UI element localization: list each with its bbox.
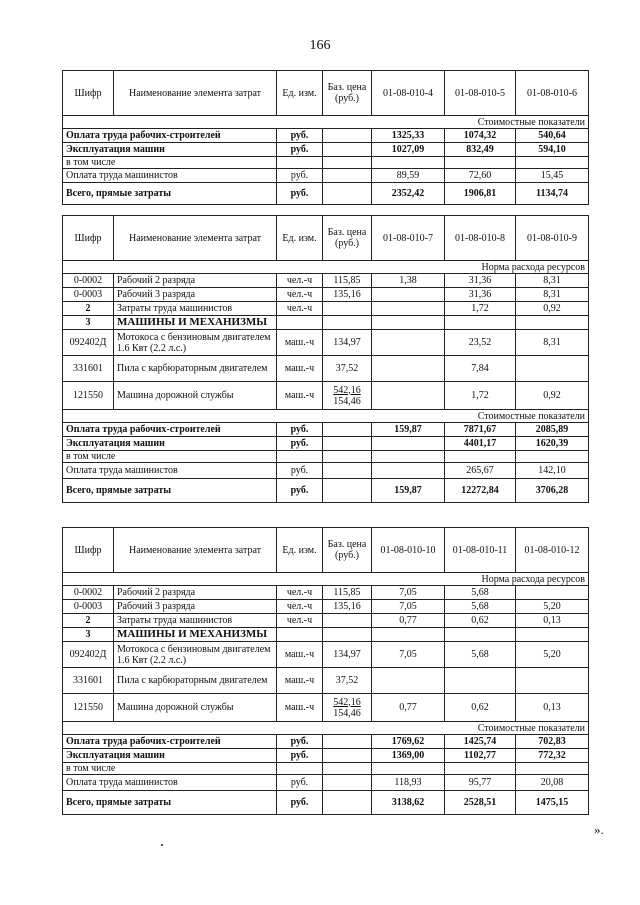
cell-value: 2352,42 (372, 183, 445, 205)
row-label: в том числе (63, 157, 277, 169)
table-row (63, 423, 589, 437)
row-label: Оплата труда машинистов (63, 169, 277, 183)
table-row (63, 302, 589, 316)
cell-value: 31,36 (445, 288, 516, 302)
header-col-3: 01-08-010-9 (516, 216, 589, 261)
row-unit: руб. (277, 479, 323, 503)
table-row (63, 668, 589, 694)
section-label: Стоимостные показатели (63, 410, 589, 423)
cell-value: 1325,33 (372, 129, 445, 143)
header-col-1: 01-08-010-4 (372, 71, 445, 116)
row-price: 37,52 (323, 356, 372, 382)
row-price (323, 614, 372, 628)
row-name: Пила с карбюраторным двигателем (114, 356, 277, 382)
cell-value: 7,05 (372, 642, 445, 668)
cell-value: 1074,32 (445, 129, 516, 143)
header-col-2: 01-08-010-5 (445, 71, 516, 116)
cell-value: 0,92 (516, 302, 589, 316)
cell-value: 0,13 (516, 694, 589, 722)
row-unit: руб. (277, 791, 323, 815)
row-label: Оплата труда машинистов (63, 463, 277, 479)
cell-value: 0,77 (372, 614, 445, 628)
cell-value: 20,08 (516, 775, 589, 791)
table-row (63, 463, 589, 479)
table-row (63, 614, 589, 628)
cost-table-3 (62, 527, 589, 815)
row-price: 135,16 (323, 600, 372, 614)
row-unit: руб. (277, 749, 323, 763)
table-row (63, 600, 589, 614)
table-row (63, 775, 589, 791)
cell-value: 23,52 (445, 330, 516, 356)
cell-value: 1,38 (372, 274, 445, 288)
cell-value (372, 288, 445, 302)
price-top: 542,16 (333, 384, 361, 396)
row-name: МАШИНЫ И МЕХАНИЗМЫ (114, 628, 277, 642)
cell-value: 4401,17 (445, 437, 516, 451)
cell-value: 1425,74 (445, 735, 516, 749)
cell-value: 5,68 (445, 586, 516, 600)
row-label: Эксплуатация машин (63, 143, 277, 157)
cell-value: 1369,00 (372, 749, 445, 763)
row-name: Мотокоса с бензиновым двигателем 1.6 Квт (2.2 л.с.) (114, 330, 277, 356)
header-unit: Ед. изм. (277, 71, 323, 116)
header-unit: Ед. изм. (277, 528, 323, 573)
row-label: Оплата труда машинистов (63, 775, 277, 791)
cell-value: 5,68 (445, 642, 516, 668)
cell-value: 0,92 (516, 382, 589, 410)
table-row (63, 330, 589, 356)
cell-value: 1,72 (445, 382, 516, 410)
row-price (323, 382, 372, 410)
cell-value: 594,10 (516, 143, 589, 157)
cell-value (372, 668, 445, 694)
row-unit: руб. (277, 775, 323, 791)
cell-value (372, 437, 445, 451)
cell-value (445, 316, 516, 330)
cell-value: 0,13 (516, 614, 589, 628)
cell-value: 95,77 (445, 775, 516, 791)
cell-value: 0,62 (445, 694, 516, 722)
row-unit: маш.-ч (277, 642, 323, 668)
row-unit: чел.-ч (277, 274, 323, 288)
row-code: 3 (63, 628, 114, 642)
cell-value: 1620,39 (516, 437, 589, 451)
closing-mark: ». (594, 822, 604, 837)
cell-value: 31,36 (445, 274, 516, 288)
cell-value: 1769,62 (372, 735, 445, 749)
header-col-3: 01-08-010-6 (516, 71, 589, 116)
section-label: Норма расхода ресурсов (63, 261, 589, 274)
header-code: Шифр (63, 216, 114, 261)
row-code: 092402Д (63, 330, 114, 356)
cell-value: 540,64 (516, 129, 589, 143)
row-code: 092402Д (63, 642, 114, 668)
header-col-3: 01-08-010-12 (516, 528, 589, 573)
table-row (63, 316, 589, 330)
row-unit (277, 316, 323, 330)
cell-value: 5,20 (516, 642, 589, 668)
row-name: Рабочий 2 разряда (114, 274, 277, 288)
cost-table-1 (62, 70, 589, 205)
cell-value: 142,10 (516, 463, 589, 479)
row-price (323, 628, 372, 642)
cell-value: 8,31 (516, 288, 589, 302)
row-code: 331601 (63, 356, 114, 382)
row-code: 331601 (63, 668, 114, 694)
row-unit: руб. (277, 463, 323, 479)
cell-value: 2528,51 (445, 791, 516, 815)
section-label: Норма расхода ресурсов (63, 573, 589, 586)
row-label: в том числе (63, 763, 277, 775)
cell-value (516, 628, 589, 642)
cell-value: 1,72 (445, 302, 516, 316)
table-row (63, 451, 589, 463)
table-row (63, 382, 589, 410)
cell-value: 8,31 (516, 330, 589, 356)
table-row (63, 642, 589, 668)
row-label: в том числе (63, 451, 277, 463)
row-name: Пила с карбюраторным двигателем (114, 668, 277, 694)
header-name: Наименование элемента затрат (114, 528, 277, 573)
table-row (63, 129, 589, 143)
section-label: Стоимостные показатели (63, 722, 589, 735)
cell-value (516, 668, 589, 694)
cell-value (516, 316, 589, 330)
cell-value (372, 330, 445, 356)
price-top: 542,16 (333, 696, 361, 708)
row-unit: маш.-ч (277, 668, 323, 694)
header-code: Шифр (63, 528, 114, 573)
table-row (63, 183, 589, 205)
cell-value: 772,32 (516, 749, 589, 763)
cell-value: 0,77 (372, 694, 445, 722)
row-unit (277, 628, 323, 642)
row-unit: чел.-ч (277, 586, 323, 600)
row-unit: чел.-ч (277, 288, 323, 302)
table-row (63, 288, 589, 302)
scan-speck (161, 844, 163, 846)
header-unit: Ед. изм. (277, 216, 323, 261)
row-unit: руб. (277, 183, 323, 205)
row-price (323, 316, 372, 330)
row-name: Машина дорожной службы (114, 382, 277, 410)
cell-value (445, 628, 516, 642)
cell-value: 89,59 (372, 169, 445, 183)
row-unit: маш.-ч (277, 330, 323, 356)
table-row (63, 763, 589, 775)
header-col-1: 01-08-010-7 (372, 216, 445, 261)
table-row (63, 749, 589, 763)
header-price: Баз. цена (руб.) (323, 216, 372, 261)
row-label: Эксплуатация машин (63, 749, 277, 763)
row-unit: маш.-ч (277, 382, 323, 410)
table-row (63, 437, 589, 451)
row-unit: руб. (277, 423, 323, 437)
table-row (63, 694, 589, 722)
row-label: Всего, прямые затраты (63, 183, 277, 205)
row-unit: руб. (277, 437, 323, 451)
row-name: Затраты труда машинистов (114, 302, 277, 316)
table-row (63, 356, 589, 382)
table-header (63, 528, 589, 573)
row-unit: чел.-ч (277, 600, 323, 614)
row-label: Всего, прямые затраты (63, 479, 277, 503)
header-col-2: 01-08-010-8 (445, 216, 516, 261)
cell-value (372, 356, 445, 382)
table-row (63, 628, 589, 642)
row-code: 121550 (63, 694, 114, 722)
row-unit: маш.-ч (277, 356, 323, 382)
row-price (323, 694, 372, 722)
row-price: 115,85 (323, 586, 372, 600)
table-row (63, 143, 589, 157)
cell-value: 3138,62 (372, 791, 445, 815)
row-price: 37,52 (323, 668, 372, 694)
row-unit: маш.-ч (277, 694, 323, 722)
cell-value (372, 463, 445, 479)
row-code: 0-0003 (63, 600, 114, 614)
table-header (63, 216, 589, 261)
cell-value: 832,49 (445, 143, 516, 157)
row-code: 0-0002 (63, 586, 114, 600)
row-label: Всего, прямые затраты (63, 791, 277, 815)
row-price: 134,97 (323, 330, 372, 356)
cell-value (516, 356, 589, 382)
cell-value (516, 586, 589, 600)
row-unit: чел.-ч (277, 302, 323, 316)
row-label: Оплата труда рабочих-строителей (63, 423, 277, 437)
cell-value: 118,93 (372, 775, 445, 791)
row-name: Машина дорожной службы (114, 694, 277, 722)
table-row (63, 479, 589, 503)
header-col-2: 01-08-010-11 (445, 528, 516, 573)
row-price: 134,97 (323, 642, 372, 668)
row-name: Рабочий 2 разряда (114, 586, 277, 600)
cell-value: 7,84 (445, 356, 516, 382)
cell-value: 1906,81 (445, 183, 516, 205)
row-unit: руб. (277, 143, 323, 157)
cell-value (445, 668, 516, 694)
row-unit: руб. (277, 735, 323, 749)
row-name: Затраты труда машинистов (114, 614, 277, 628)
cell-value: 159,87 (372, 423, 445, 437)
page-number: 166 (309, 38, 331, 53)
cell-value: 1475,15 (516, 791, 589, 815)
cell-value: 1102,77 (445, 749, 516, 763)
row-code: 0-0002 (63, 274, 114, 288)
cell-value: 15,45 (516, 169, 589, 183)
cost-table-2 (62, 215, 589, 503)
cell-value: 7871,67 (445, 423, 516, 437)
header-col-1: 01-08-010-10 (372, 528, 445, 573)
table-row (63, 735, 589, 749)
table-row (63, 791, 589, 815)
table-row (63, 169, 589, 183)
cell-value: 12272,84 (445, 479, 516, 503)
header-name: Наименование элемента затрат (114, 71, 277, 116)
table-row (63, 586, 589, 600)
cell-value: 8,31 (516, 274, 589, 288)
section-label: Стоимостные показатели (63, 116, 589, 129)
row-unit: руб. (277, 169, 323, 183)
cell-value: 7,05 (372, 600, 445, 614)
table-row (63, 274, 589, 288)
table-row (63, 157, 589, 169)
row-name: Рабочий 3 разряда (114, 600, 277, 614)
row-code: 0-0003 (63, 288, 114, 302)
row-label: Оплата труда рабочих-строителей (63, 735, 277, 749)
cell-value: 265,67 (445, 463, 516, 479)
cell-value (372, 382, 445, 410)
price-bottom: 154,46 (333, 395, 361, 407)
cell-value: 72,60 (445, 169, 516, 183)
row-label: Оплата труда рабочих-строителей (63, 129, 277, 143)
cell-value: 5,20 (516, 600, 589, 614)
header-price: Баз. цена (руб.) (323, 71, 372, 116)
cell-value: 3706,28 (516, 479, 589, 503)
row-price: 135,16 (323, 288, 372, 302)
row-name: МАШИНЫ И МЕХАНИЗМЫ (114, 316, 277, 330)
cell-value: 7,05 (372, 586, 445, 600)
cell-value: 1134,74 (516, 183, 589, 205)
price-bottom: 154,46 (333, 707, 361, 719)
cell-value (372, 628, 445, 642)
row-price (323, 302, 372, 316)
row-name: Рабочий 3 разряда (114, 288, 277, 302)
row-label: Эксплуатация машин (63, 437, 277, 451)
row-unit: руб. (277, 129, 323, 143)
cell-value: 0,62 (445, 614, 516, 628)
row-unit: чел.-ч (277, 614, 323, 628)
header-name: Наименование элемента затрат (114, 216, 277, 261)
header-code: Шифр (63, 71, 114, 116)
cell-value (372, 302, 445, 316)
cell-value: 2085,89 (516, 423, 589, 437)
cell-value: 5,68 (445, 600, 516, 614)
table-header (63, 71, 589, 116)
row-code: 2 (63, 614, 114, 628)
row-price: 115,85 (323, 274, 372, 288)
cell-value: 1027,09 (372, 143, 445, 157)
row-code: 121550 (63, 382, 114, 410)
cell-value: 159,87 (372, 479, 445, 503)
cell-value (372, 316, 445, 330)
row-name: Мотокоса с бензиновым двигателем 1.6 Квт (2.2 л.с.) (114, 642, 277, 668)
row-code: 2 (63, 302, 114, 316)
cell-value: 702,83 (516, 735, 589, 749)
row-code: 3 (63, 316, 114, 330)
header-price: Баз. цена (руб.) (323, 528, 372, 573)
